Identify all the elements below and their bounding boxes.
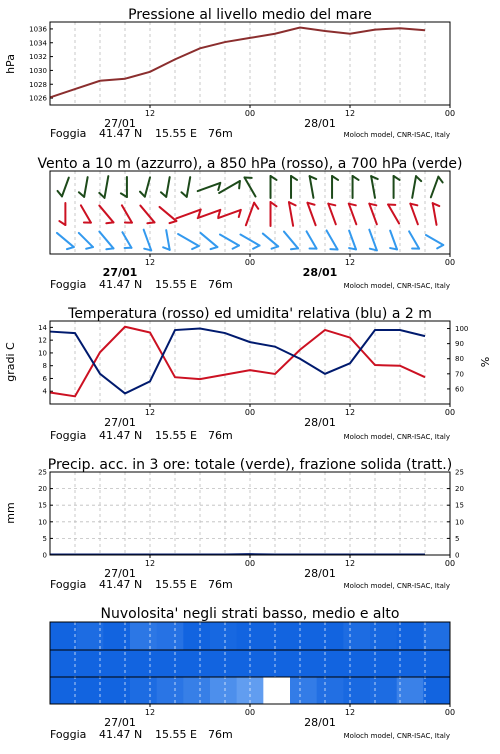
- temperature-ylabel: gradi C: [4, 342, 17, 382]
- wind-barb: [140, 206, 154, 224]
- wind-barb: [57, 233, 74, 249]
- wind-barb: [369, 204, 377, 225]
- wind-barb-shaft: [198, 183, 221, 191]
- location-alt: 76m: [208, 728, 233, 741]
- wind-barb: [201, 233, 218, 249]
- wind-barb: [122, 205, 132, 222]
- wind-barb-flag: [181, 192, 186, 197]
- wind-barb: [328, 204, 336, 225]
- wind-barb-flag: [438, 177, 442, 183]
- cloud-cell: [157, 677, 184, 704]
- wind-barb-shaft: [245, 177, 256, 196]
- wind-barb-flag: [79, 192, 84, 197]
- cloud-cell: [50, 677, 77, 704]
- wind-barb-shaft: [57, 233, 74, 247]
- temperature-panel: [4, 306, 492, 442]
- wind-barb-flag: [211, 247, 218, 249]
- wind-barb: [81, 205, 91, 222]
- y-tick-label: 20: [38, 485, 47, 493]
- precipitation-ylabel: mm: [4, 502, 17, 523]
- wind-barb-shaft: [369, 230, 377, 251]
- wind-barb: [369, 230, 377, 251]
- wind-barb: [433, 203, 440, 225]
- x-tick-label: 12: [345, 258, 355, 267]
- cloud-cell: [423, 622, 450, 650]
- y-tick-label: 20: [455, 485, 464, 493]
- wind-barb: [79, 177, 88, 197]
- y-tick-label: 5: [455, 535, 459, 543]
- date-label: 27/01: [103, 266, 138, 279]
- wind-barb: [219, 181, 240, 193]
- wind-barb-shaft: [99, 232, 113, 249]
- cloud-cell: [263, 677, 290, 704]
- date-label: 28/01: [304, 117, 336, 130]
- date-label: 28/01: [304, 416, 336, 429]
- y-tick-label: 12: [38, 337, 47, 345]
- y-tick-label: 70: [455, 370, 464, 378]
- pressure-panel: [4, 7, 455, 140]
- y-tick-label: 80: [455, 355, 464, 363]
- precipitation-x-ticks: [145, 555, 455, 568]
- y-tick-label: 25: [455, 469, 464, 477]
- wind-barb: [160, 207, 177, 223]
- cloud-cell: [343, 650, 370, 677]
- wind-barb-shaft: [220, 235, 239, 246]
- wind-barb-shaft: [105, 176, 109, 198]
- wind-barb-shaft: [145, 177, 150, 196]
- wind-barb-shaft: [187, 177, 190, 197]
- x-tick-label: 12: [145, 559, 155, 568]
- x-tick-label: 00: [245, 258, 255, 267]
- cloud-cell: [290, 677, 317, 704]
- wind-barb: [307, 203, 315, 226]
- temperature-date-labels: [104, 416, 336, 429]
- x-tick-label: 12: [145, 109, 155, 118]
- x-tick-label: 12: [145, 408, 155, 417]
- wind-barb-flag: [390, 248, 397, 249]
- wind-barb: [327, 230, 338, 249]
- location-name: Foggia: [50, 728, 86, 741]
- wind-barb: [307, 231, 317, 248]
- location-alt: 76m: [208, 278, 233, 291]
- wind-barb-flag: [192, 246, 199, 249]
- y-tick-label: 4: [43, 388, 48, 396]
- x-tick-label: 00: [445, 109, 455, 118]
- wind-barb-shaft: [426, 235, 443, 245]
- wind-barb: [426, 235, 443, 248]
- x-tick-label: 00: [445, 559, 455, 568]
- location-lon: 15.55 E: [155, 278, 197, 291]
- temperature-humidity-series: [50, 327, 425, 397]
- location-lon: 15.55 E: [155, 429, 197, 442]
- temperature-title: Temperatura (rosso) ed umidita' relativa (blu) a 2 m: [67, 306, 432, 322]
- wind-barb-flag: [233, 246, 239, 249]
- date-label: 27/01: [104, 117, 136, 130]
- pressure-series: [50, 28, 425, 98]
- wind-barb-flag: [106, 248, 113, 249]
- wind-barb-shaft: [122, 205, 132, 222]
- wind-barb-shaft: [99, 206, 113, 223]
- wind-barb-flag: [147, 222, 154, 223]
- wind-barb: [271, 176, 277, 198]
- cloud-x-ticks: [145, 704, 455, 717]
- date-label: 28/01: [304, 567, 336, 580]
- wind-barb-shaft: [431, 177, 439, 198]
- cloud-cell: [263, 650, 290, 677]
- pressure-x-ticks: [145, 105, 455, 118]
- x-tick-label: 00: [245, 708, 255, 717]
- cloud-cell: [130, 677, 157, 704]
- pressure-location: [50, 127, 233, 140]
- temperature-y-ticks: [38, 324, 53, 396]
- location-alt: 76m: [208, 127, 233, 140]
- x-tick-label: 00: [445, 408, 455, 417]
- y-tick-label: 1030: [29, 67, 47, 75]
- y-tick-label: 15: [38, 502, 47, 510]
- cloud-cell: [103, 650, 130, 677]
- date-label: 27/01: [104, 716, 136, 729]
- wind-barb-shaft: [289, 202, 293, 226]
- y-tick-label: 14: [38, 324, 47, 332]
- wind-barb: [198, 183, 221, 191]
- pressure-grid: [75, 22, 425, 105]
- wind-barb-shaft: [84, 177, 87, 197]
- cloud-title: Nuvolosita' negli strati basso, medio e alto: [101, 606, 400, 622]
- wind-barb: [181, 177, 190, 197]
- wind-x-ticks: [145, 254, 455, 267]
- wind-barb-flag: [161, 192, 166, 197]
- wind-barb-shaft: [201, 233, 218, 247]
- wind-barb-shaft: [409, 231, 419, 248]
- x-tick-label: 00: [245, 408, 255, 417]
- wind-barb-flag: [291, 248, 298, 249]
- wind-barb: [59, 203, 65, 225]
- y-tick-label: 10: [38, 518, 47, 526]
- location-alt: 76m: [208, 578, 233, 591]
- location-name: Foggia: [50, 578, 86, 591]
- temperature-x-ticks: [145, 404, 455, 417]
- wind-barb-shaft: [219, 181, 240, 193]
- x-tick-label: 12: [145, 708, 155, 717]
- wind-barb: [121, 177, 127, 197]
- pressure-line: [50, 28, 425, 98]
- wind-barb: [291, 176, 297, 198]
- wind-barb: [271, 202, 277, 226]
- wind-barb: [284, 232, 298, 250]
- location-lat: 41.47 N: [99, 127, 142, 140]
- y-tick-label: 5: [43, 535, 47, 543]
- date-label: 27/01: [104, 567, 136, 580]
- wind-barb-shaft: [62, 178, 69, 197]
- x-tick-label: 00: [445, 258, 455, 267]
- wind-location: [50, 278, 233, 291]
- precipitation-credit: Moloch model, CNR-ISAC, Italy: [344, 582, 450, 590]
- wind-barb: [58, 178, 69, 197]
- precipitation-title: Precip. acc. in 3 ore: totale (verde), frazione solida (tratt.): [48, 457, 452, 473]
- cloud-cell: [50, 622, 77, 650]
- cloud-cell: [343, 622, 370, 650]
- wind-barb: [245, 177, 256, 196]
- precipitation-panel: [4, 457, 464, 591]
- cloud-cell: [183, 677, 210, 704]
- cloud-location: [50, 728, 233, 741]
- location-name: Foggia: [50, 127, 86, 140]
- wind-barb-shaft: [140, 206, 154, 223]
- wind-barb-shaft: [178, 234, 199, 246]
- y-tick-label: 8: [43, 362, 47, 370]
- y-tick-label: 1028: [29, 81, 47, 89]
- cloud-cell: [317, 650, 344, 677]
- y-tick-label: 25: [38, 469, 47, 477]
- wind-barb-flag: [140, 192, 145, 197]
- wind-barb: [353, 176, 359, 198]
- wind-barb-shaft: [369, 204, 377, 225]
- location-name: Foggia: [50, 278, 86, 291]
- location-lon: 15.55 E: [155, 127, 197, 140]
- wind-barb-shaft: [122, 232, 131, 248]
- cloud-cell: [370, 677, 397, 704]
- x-tick-label: 00: [245, 109, 255, 118]
- cloud-cell: [370, 650, 397, 677]
- y-tick-label: 1032: [29, 53, 47, 61]
- wind-barb-shaft: [412, 176, 416, 198]
- wind-barb-flag: [437, 245, 443, 248]
- wind-barb: [394, 176, 400, 198]
- wind-panel: [37, 156, 462, 291]
- y-tick-label: 15: [455, 502, 464, 510]
- wind-barb: [371, 176, 378, 198]
- cloud-cell: [343, 677, 370, 704]
- precipitation-y-ticks-left: [38, 469, 53, 560]
- x-tick-label: 12: [145, 258, 155, 267]
- wind-barb-shaft: [310, 176, 314, 198]
- cloud-cell: [397, 650, 424, 677]
- cloud-cell: [290, 622, 317, 650]
- wind-barb-shaft: [218, 210, 241, 218]
- pressure-title: Pressione al livello medio del mare: [128, 7, 372, 23]
- wind-barb-shaft: [79, 233, 93, 247]
- x-tick-label: 12: [345, 109, 355, 118]
- y-tick-label: 1034: [29, 39, 47, 47]
- wind-barb: [332, 176, 338, 198]
- wind-barb: [79, 233, 93, 249]
- wind-barb-shaft: [166, 230, 169, 250]
- wind-barb-shaft: [307, 231, 317, 248]
- wind-barb-shaft: [371, 176, 375, 198]
- precipitation-location: [50, 578, 233, 591]
- wind-barb-flag: [254, 203, 258, 209]
- wind-barb-flag: [239, 181, 240, 188]
- cloud-cell: [103, 677, 130, 704]
- pressure-ylabel: hPa: [4, 54, 17, 74]
- cloud-cell: [290, 650, 317, 677]
- wind-credit: Moloch model, CNR-ISAC, Italy: [344, 282, 450, 290]
- cloud-cell: [157, 622, 184, 650]
- cloud-cell: [210, 677, 237, 704]
- cloud-cell: [423, 677, 450, 704]
- cloud-cell: [50, 650, 77, 677]
- wind-barb-flag: [253, 246, 259, 249]
- y-tick-label: 90: [455, 340, 464, 348]
- wind-barbs: [57, 176, 443, 250]
- cloud-cell: [317, 622, 344, 650]
- y-tick-label: 100: [455, 325, 468, 333]
- cloud-cell: [183, 622, 210, 650]
- cloud-cell: [130, 650, 157, 677]
- y-tick-label: 1036: [29, 25, 47, 33]
- wind-barb: [240, 235, 259, 249]
- wind-barb-row: [59, 202, 439, 226]
- location-lat: 41.47 N: [99, 429, 142, 442]
- date-label: 28/01: [304, 716, 336, 729]
- date-label: 28/01: [303, 266, 338, 279]
- wind-barb-flag: [106, 222, 113, 223]
- y-tick-label: 0: [43, 552, 47, 560]
- wind-barb: [412, 176, 421, 198]
- wind-barb: [263, 234, 278, 249]
- precipitation-grid: [50, 472, 450, 555]
- wind-barb: [178, 234, 199, 249]
- wind-barb-shaft: [388, 204, 399, 223]
- cloud-cell: [397, 677, 424, 704]
- wind-barb-shaft: [166, 177, 169, 197]
- wind-barb-shaft: [328, 204, 336, 225]
- cloud-cell: [423, 650, 450, 677]
- wind-barb: [431, 177, 443, 198]
- y-tick-label: 10: [38, 349, 47, 357]
- wind-barb-shaft: [81, 205, 91, 222]
- wind-barb: [140, 177, 150, 196]
- x-tick-label: 12: [345, 559, 355, 568]
- cloud-cell: [130, 622, 157, 650]
- x-tick-label: 00: [245, 559, 255, 568]
- wind-barb-shaft: [390, 231, 397, 250]
- cloud-cell: [157, 650, 184, 677]
- cloud-cell: [210, 650, 237, 677]
- x-tick-label: 12: [345, 408, 355, 417]
- y-tick-label: 1026: [29, 95, 47, 103]
- y-tick-label: 60: [455, 385, 464, 393]
- wind-barb-shaft: [176, 210, 200, 219]
- wind-barb-flag: [86, 247, 93, 249]
- wind-barb-shaft: [284, 232, 298, 249]
- wind-barb: [388, 204, 399, 223]
- pressure-y-ticks: [29, 25, 53, 102]
- x-tick-label: 12: [345, 708, 355, 717]
- location-lat: 41.47 N: [99, 578, 142, 591]
- y-tick-label: 10: [455, 518, 464, 526]
- wind-barb-flag: [58, 191, 62, 196]
- wind-barb-flag: [67, 247, 74, 249]
- cloud-cell: [370, 622, 397, 650]
- location-name: Foggia: [50, 429, 86, 442]
- wind-barb-shaft: [433, 203, 437, 225]
- wind-barb-shaft: [307, 203, 315, 226]
- wind-barb-flag: [169, 221, 176, 223]
- pressure-credit: Moloch model, CNR-ISAC, Italy: [344, 131, 450, 139]
- wind-barb: [176, 210, 200, 219]
- cloud-cell: [103, 622, 130, 650]
- cloud-cell: [317, 677, 344, 704]
- wind-barb: [409, 231, 419, 248]
- location-lon: 15.55 E: [155, 578, 197, 591]
- wind-barb: [99, 206, 113, 224]
- location-lat: 41.47 N: [99, 278, 142, 291]
- y-tick-label: 0: [455, 552, 459, 560]
- temperature-location: [50, 429, 233, 442]
- wind-title: Vento a 10 m (azzurro), a 850 hPa (rosso), a 700 hPa (verde): [37, 156, 462, 172]
- location-alt: 76m: [208, 429, 233, 442]
- wind-barb: [163, 230, 170, 250]
- temperature-credit: Moloch model, CNR-ISAC, Italy: [344, 433, 450, 441]
- wind-barb: [220, 235, 239, 249]
- wind-barb-shaft: [327, 230, 338, 249]
- wind-barb: [161, 177, 170, 197]
- x-tick-label: 00: [445, 708, 455, 717]
- wind-barb-shaft: [160, 207, 177, 221]
- cloud-cell: [183, 650, 210, 677]
- y-tick-label: 6: [43, 375, 48, 383]
- cloud-cell: [397, 622, 424, 650]
- wind-barb: [410, 204, 418, 225]
- cloud-credit: Moloch model, CNR-ISAC, Italy: [344, 732, 450, 740]
- wind-barb: [122, 232, 131, 248]
- location-lon: 15.55 E: [155, 728, 197, 741]
- wind-barb-flag: [272, 246, 279, 248]
- wind-barb-shaft: [263, 234, 278, 247]
- wind-barb-flag: [416, 176, 421, 181]
- humidity-ylabel: %: [479, 357, 492, 367]
- wind-barb-flag: [349, 248, 356, 249]
- date-label: 27/01: [104, 416, 136, 429]
- location-lat: 41.47 N: [99, 728, 142, 741]
- cloud-cell: [263, 622, 290, 650]
- cloud-panel: [50, 606, 455, 741]
- wind-barb: [390, 231, 397, 250]
- wind-barb: [218, 210, 241, 218]
- cloud-cell: [210, 622, 237, 650]
- wind-barb: [246, 203, 258, 226]
- wind-barb-shaft: [410, 204, 418, 225]
- wind-barb: [310, 176, 317, 198]
- wind-barb: [99, 176, 108, 198]
- humidity-line: [50, 329, 425, 394]
- wind-barb: [99, 232, 113, 250]
- wind-barb: [289, 202, 296, 226]
